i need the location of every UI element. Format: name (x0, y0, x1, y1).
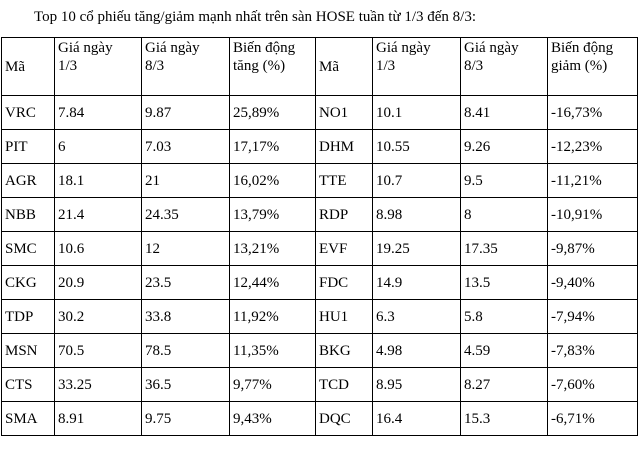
gain-price-1-3-cell: 30.2 (55, 300, 142, 334)
loss-change-cell: -9,40% (548, 266, 638, 300)
loss-change-cell: -7,83% (548, 334, 638, 368)
gain-code-cell: VRC (2, 96, 55, 130)
gain-price-1-3-cell: 18.1 (55, 164, 142, 198)
loss-price-8-3-cell: 5.8 (461, 300, 548, 334)
loss-change-cell: -10,91% (548, 198, 638, 232)
loss-price-1-3-cell: 6.3 (373, 300, 461, 334)
loss-price-8-3-cell: 17.35 (461, 232, 548, 266)
table-row (2, 164, 638, 198)
table-row (2, 402, 638, 436)
loss-price-1-3-cell: 10.1 (373, 96, 461, 130)
loss-change-cell: -7,60% (548, 368, 638, 402)
loss-code-cell: HU1 (316, 300, 373, 334)
table-row (2, 130, 638, 164)
table-row (2, 300, 638, 334)
loss-code-cell: DQC (316, 402, 373, 436)
table-row (2, 232, 638, 266)
gain-price-8-3-cell: 78.5 (142, 334, 230, 368)
loss-code-cell: BKG (316, 334, 373, 368)
loss-code-cell: RDP (316, 198, 373, 232)
gain-code-cell: NBB (2, 198, 55, 232)
gain-price-8-3-cell: 7.03 (142, 130, 230, 164)
gain-code-cell: SMC (2, 232, 55, 266)
gain-price-1-3-cell: 8.91 (55, 402, 142, 436)
table-row (2, 368, 638, 402)
gain-price-8-3-cell: 9.75 (142, 402, 230, 436)
header-code-loss: Mã (316, 38, 373, 96)
gain-change-cell: 12,44% (230, 266, 316, 300)
table-caption: Top 10 cổ phiếu tăng/giảm mạnh nhất trên sàn HOSE tuần từ 1/3 đến 8/3: (34, 9, 477, 25)
table-row (2, 334, 638, 368)
gain-change-cell: 13,79% (230, 198, 316, 232)
gain-code-cell: SMA (2, 402, 55, 436)
gain-change-cell: 9,43% (230, 402, 316, 436)
loss-price-1-3-cell: 14.9 (373, 266, 461, 300)
loss-change-cell: -9,87% (548, 232, 638, 266)
gain-code-cell: CTS (2, 368, 55, 402)
stock-table (1, 37, 638, 436)
loss-change-cell: -7,94% (548, 300, 638, 334)
gain-price-8-3-cell: 23.5 (142, 266, 230, 300)
gain-price-8-3-cell: 36.5 (142, 368, 230, 402)
header-code-gain: Mã (2, 38, 55, 96)
gain-price-8-3-cell: 12 (142, 232, 230, 266)
loss-price-1-3-cell: 10.7 (373, 164, 461, 198)
gain-code-cell: TDP (2, 300, 55, 334)
gain-price-1-3-cell: 6 (55, 130, 142, 164)
loss-price-1-3-cell: 19.25 (373, 232, 461, 266)
loss-price-8-3-cell: 4.59 (461, 334, 548, 368)
gain-price-8-3-cell: 33.8 (142, 300, 230, 334)
loss-change-cell: -11,21% (548, 164, 638, 198)
loss-price-8-3-cell: 9.5 (461, 164, 548, 198)
loss-code-cell: TCD (316, 368, 373, 402)
loss-code-cell: DHM (316, 130, 373, 164)
gain-price-1-3-cell: 20.9 (55, 266, 142, 300)
gain-price-1-3-cell: 33.25 (55, 368, 142, 402)
gain-code-cell: CKG (2, 266, 55, 300)
table-header-row (2, 38, 638, 96)
loss-change-cell: -6,71% (548, 402, 638, 436)
gain-code-cell: AGR (2, 164, 55, 198)
loss-change-cell: -12,23% (548, 130, 638, 164)
loss-change-cell: -16,73% (548, 96, 638, 130)
header-change-up: Biến động tăng (%) (230, 38, 316, 96)
gain-change-cell: 11,35% (230, 334, 316, 368)
loss-price-1-3-cell: 8.95 (373, 368, 461, 402)
loss-price-1-3-cell: 10.55 (373, 130, 461, 164)
loss-price-8-3-cell: 15.3 (461, 402, 548, 436)
gain-change-cell: 9,77% (230, 368, 316, 402)
gain-price-8-3-cell: 21 (142, 164, 230, 198)
header-price-1-3-loss: Giá ngày 1/3 (373, 38, 461, 96)
header-price-8-3-loss: Giá ngày 8/3 (461, 38, 548, 96)
loss-code-cell: TTE (316, 164, 373, 198)
loss-price-8-3-cell: 8.27 (461, 368, 548, 402)
gain-change-cell: 11,92% (230, 300, 316, 334)
loss-price-1-3-cell: 4.98 (373, 334, 461, 368)
loss-price-8-3-cell: 9.26 (461, 130, 548, 164)
gain-price-1-3-cell: 10.6 (55, 232, 142, 266)
gain-code-cell: PIT (2, 130, 55, 164)
gain-price-8-3-cell: 24.35 (142, 198, 230, 232)
gain-code-cell: MSN (2, 334, 55, 368)
table-row (2, 96, 638, 130)
loss-price-8-3-cell: 13.5 (461, 266, 548, 300)
gain-price-1-3-cell: 7.84 (55, 96, 142, 130)
gain-change-cell: 13,21% (230, 232, 316, 266)
loss-code-cell: EVF (316, 232, 373, 266)
table-row (2, 198, 638, 232)
gain-price-1-3-cell: 21.4 (55, 198, 142, 232)
header-price-8-3-gain: Giá ngày 8/3 (142, 38, 230, 96)
gain-price-1-3-cell: 70.5 (55, 334, 142, 368)
loss-code-cell: NO1 (316, 96, 373, 130)
gain-change-cell: 25,89% (230, 96, 316, 130)
table-row (2, 266, 638, 300)
loss-price-8-3-cell: 8 (461, 198, 548, 232)
gain-change-cell: 17,17% (230, 130, 316, 164)
gain-price-8-3-cell: 9.87 (142, 96, 230, 130)
loss-code-cell: FDC (316, 266, 373, 300)
loss-price-8-3-cell: 8.41 (461, 96, 548, 130)
gain-change-cell: 16,02% (230, 164, 316, 198)
header-price-1-3-gain: Giá ngày 1/3 (55, 38, 142, 96)
loss-price-1-3-cell: 8.98 (373, 198, 461, 232)
loss-price-1-3-cell: 16.4 (373, 402, 461, 436)
table-body (2, 96, 638, 436)
header-change-down: Biến động giảm (%) (548, 38, 638, 96)
